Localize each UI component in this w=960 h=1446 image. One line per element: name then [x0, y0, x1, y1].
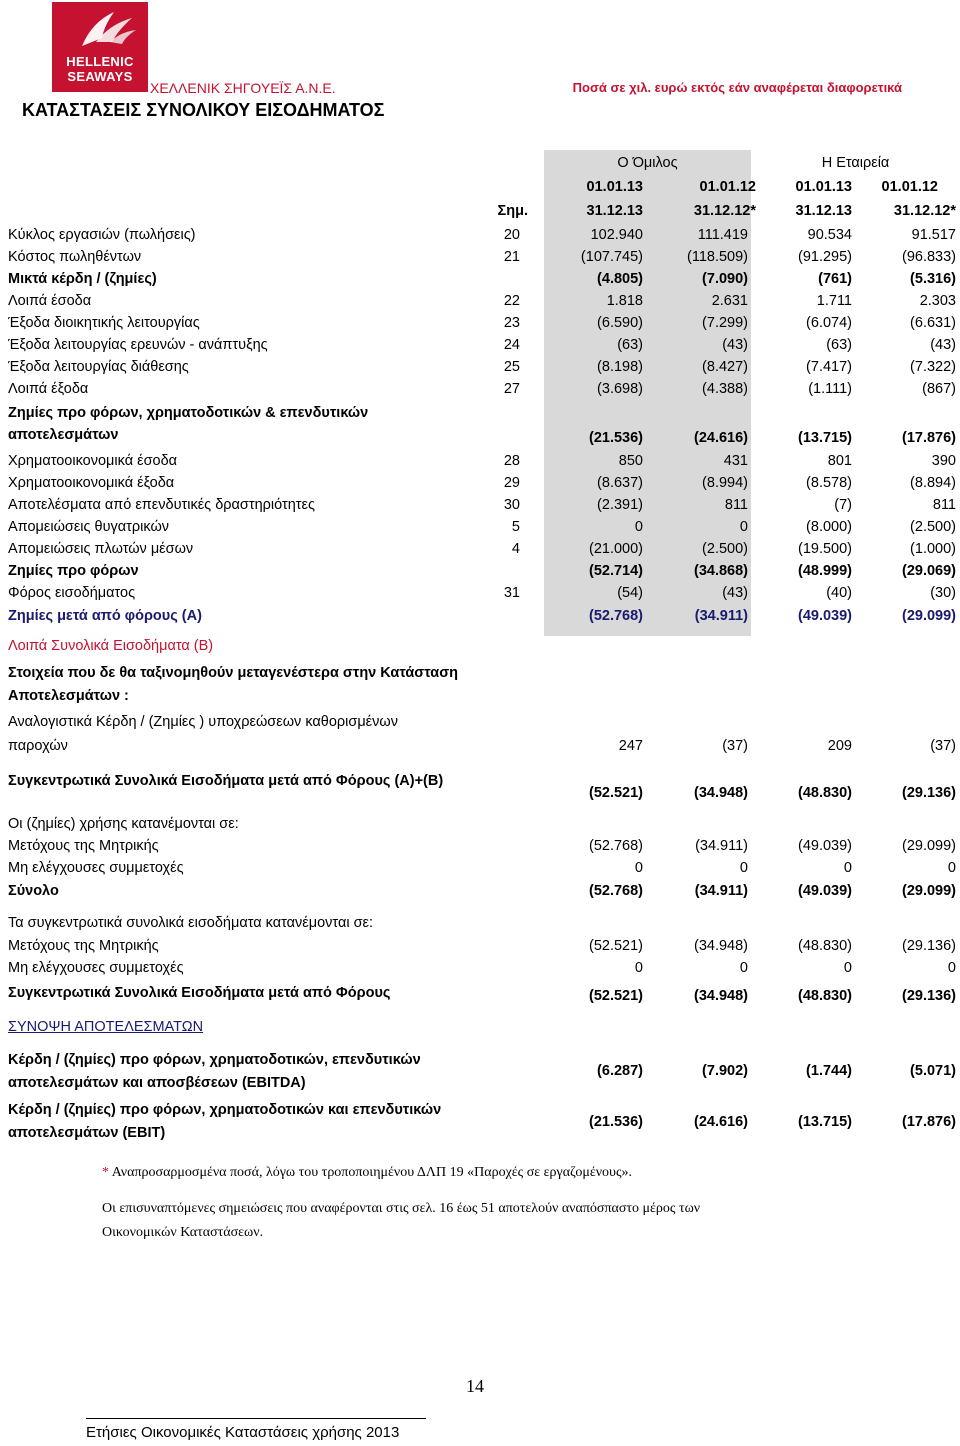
- row-value: (761): [818, 271, 852, 287]
- row-value: (34.911): [695, 838, 748, 854]
- company-name: ΧΕΛΛΕΝΙΚ ΣΗΓΟΥΕΪΣ Α.Ν.Ε.: [150, 80, 336, 96]
- row-note: 4: [511, 541, 520, 557]
- row-value: (29.136): [901, 785, 956, 801]
- row-value: (29.099): [901, 608, 956, 624]
- row-value: (48.830): [797, 938, 852, 954]
- row-value: (7.299): [702, 315, 748, 331]
- row-value: 0: [947, 860, 956, 876]
- row-value: (8.637): [597, 475, 643, 491]
- period-to-4: 31.12.12*: [893, 203, 956, 219]
- row-value: 801: [827, 453, 852, 469]
- page-title: ΚΑΤΑΣΤΑΣΕΙΣ ΣΥΝΟΛΙΚΟΥ ΕΙΣΟΔΗΜΑΤΟΣ: [22, 100, 385, 120]
- row-value: (2.500): [702, 541, 748, 557]
- row-label-line2: αποτελεσμάτων: [8, 427, 119, 443]
- row-value: (867): [922, 381, 956, 397]
- row-label: Συγκεντρωτικά Συνολικά Εισοδήματα μετά από Φόρους: [8, 985, 391, 1001]
- row-note: 30: [503, 497, 520, 513]
- row-value: 0: [634, 960, 643, 976]
- row-value: 0: [739, 860, 748, 876]
- row-label: Λοιπά έσοδα: [8, 293, 92, 309]
- row-value: 0: [634, 860, 643, 876]
- row-value: (52.768): [588, 838, 643, 854]
- summary-title: ΣΥΝΟΨΗ ΑΠΟΤΕΛΕΣΜΑΤΩΝ: [8, 1019, 204, 1035]
- row-value: (6.590): [597, 315, 643, 331]
- row-value: (34.868): [693, 563, 748, 579]
- row-value: (40): [826, 585, 852, 601]
- footer-divider: [86, 1418, 426, 1419]
- period-to-1: 31.12.13: [586, 203, 643, 219]
- row-label: Λοιπά έξοδα: [8, 381, 89, 397]
- row-value: (6.287): [597, 1063, 643, 1079]
- row-label: Απομειώσεις πλωτών μέσων: [8, 541, 194, 557]
- row-value: (29.099): [901, 883, 956, 899]
- row-label: Κόστος πωληθέντων: [8, 249, 142, 265]
- notes-footnote-line2: Οικονομικών Καταστάσεων.: [102, 1225, 264, 1240]
- row-note: 5: [511, 519, 520, 535]
- row-note: 29: [503, 475, 520, 491]
- row-value: (52.521): [588, 785, 643, 801]
- row-value: (34.911): [694, 608, 748, 624]
- row-value: (54): [617, 585, 643, 601]
- row-value: 811: [724, 497, 748, 513]
- row-value: (21.000): [588, 541, 643, 557]
- period-from-4: 01.01.12: [881, 179, 938, 195]
- row-value: (1.111): [808, 381, 852, 397]
- row-note: 28: [503, 453, 520, 469]
- row-label: Αποτελέσματα από επενδυτικές δραστηριότητες: [8, 497, 315, 513]
- notes-footnote-line1: Οι επισυναπτόμενες σημειώσεις που αναφέρονται στις σελ. 16 έως 51 αποτελούν αναπόσπαστο μέρος των: [102, 1201, 701, 1216]
- row-value: (30): [930, 585, 956, 601]
- company-header: Η Εταιρεία: [821, 155, 890, 171]
- group-header: Ο Όμιλος: [617, 155, 678, 171]
- row-value: (52.714): [588, 563, 643, 579]
- row-value: 390: [931, 453, 956, 469]
- row-note: 21: [503, 249, 520, 265]
- row-value: (34.948): [693, 785, 748, 801]
- row-value: (48.830): [797, 785, 852, 801]
- row-label: Μικτά κέρδη / (ζημίες): [8, 271, 157, 287]
- row-value: (4.388): [702, 381, 748, 397]
- row-value: (8.198): [597, 359, 643, 375]
- row-note: 25: [503, 359, 520, 375]
- row-value: (29.099): [901, 838, 956, 854]
- row-value: (17.876): [901, 430, 956, 446]
- row-label-line2: παροχών: [8, 738, 68, 754]
- row-value: 0: [843, 960, 852, 976]
- seagull-logo-icon: [52, 2, 148, 54]
- row-value: (21.536): [588, 430, 643, 446]
- row-label: Χρηματοοικονομικά έξοδα: [8, 475, 175, 491]
- note-column-header: Σημ.: [497, 203, 528, 219]
- row-value: 0: [739, 960, 748, 976]
- row-label-line2: αποτελεσμάτων και αποσβέσεων (EBITDA): [8, 1075, 306, 1091]
- row-value: (7.902): [702, 1063, 748, 1079]
- row-value: (52.521): [588, 938, 643, 954]
- row-label: Ζημίες μετά από φόρους (Α): [8, 608, 202, 624]
- row-value: (7): [834, 497, 852, 513]
- row-label: Χρηματοοικονομικά έσοδα: [8, 453, 178, 469]
- row-label: Αναλογιστικά Κέρδη / (Ζημίες ) υποχρεώσεων καθορισμένων: [8, 714, 398, 730]
- row-value: (96.833): [901, 249, 956, 265]
- row-label: Έξοδα διοικητικής λειτουργίας: [8, 315, 200, 331]
- row-value: (1.744): [806, 1063, 852, 1079]
- row-label: Ζημίες προ φόρων: [8, 563, 139, 579]
- oci-subtitle-line1: Στοιχεία που δε θα ταξινομηθούν μεταγενέστερα στην Κατάσταση: [8, 665, 458, 681]
- logo-line-1: HELLENIC: [66, 54, 134, 69]
- row-value: (3.698): [597, 381, 643, 397]
- row-label: Μετόχους της Μητρικής: [8, 838, 159, 854]
- row-value: (107.745): [580, 249, 643, 265]
- page-number: 14: [466, 1376, 484, 1396]
- row-value: (52.768): [588, 883, 643, 899]
- row-note: 24: [503, 337, 520, 353]
- row-label: Συγκεντρωτικά Συνολικά Εισοδήματα μετά από Φόρους (Α)+(Β): [8, 773, 444, 789]
- row-label: Κύκλος εργασιών (πωλήσεις): [8, 227, 196, 243]
- row-value: (4.805): [597, 271, 643, 287]
- row-value: (13.715): [797, 430, 852, 446]
- restated-text: Αναπροσαρμοσμένα ποσά, λόγω του τροποποιημένου ΔΛΠ 19 «Παροχές σε εργαζομένους».: [109, 1165, 633, 1180]
- row-value: (48.830): [797, 988, 852, 1004]
- row-value: (7.322): [910, 359, 956, 375]
- row-value: (49.039): [797, 838, 852, 854]
- row-label: Σύνολο: [8, 883, 59, 899]
- row-value: (63): [826, 337, 852, 353]
- row-label: Φόρος εισοδήματος: [8, 585, 136, 601]
- oci-title: Λοιπά Συνολικά Εισοδήματα (Β): [8, 638, 214, 654]
- row-value: (52.521): [588, 988, 643, 1004]
- footer-title: Ετήσιες Οικονομικές Καταστάσεις χρήσης 2013: [86, 1424, 400, 1441]
- row-value: (7.417): [806, 359, 852, 375]
- row-value: (29.069): [901, 563, 956, 579]
- row-value: (34.911): [694, 883, 748, 899]
- row-value: 102.940: [590, 227, 643, 243]
- row-value: (2.391): [597, 497, 643, 513]
- row-value: (52.768): [588, 608, 643, 624]
- row-note: 31: [503, 585, 520, 601]
- row-value: (49.039): [797, 883, 852, 899]
- row-value: (8.894): [910, 475, 956, 491]
- row-value: 0: [843, 860, 852, 876]
- row-value: 0: [634, 519, 643, 535]
- row-label: Κέρδη / (ζημίες) προ φόρων, χρηματοδοτικών, επενδυτικών: [8, 1052, 421, 1068]
- row-value: (8.578): [806, 475, 852, 491]
- row-value: (21.536): [588, 1114, 643, 1130]
- row-value: (91.295): [797, 249, 852, 265]
- row-value: (13.715): [797, 1114, 852, 1130]
- row-label: Έξοδα λειτουργίας ερευνών - ανάπτυξης: [8, 337, 268, 353]
- row-label: Κέρδη / (ζημίες) προ φόρων, χρηματοδοτικών και επενδυτικών: [8, 1102, 442, 1118]
- row-value: (5.071): [910, 1063, 956, 1079]
- allocation-total-title: Τα συγκεντρωτικά συνολικά εισοδήματα κατανέμονται σε:: [8, 915, 374, 931]
- row-value: 2.631: [711, 293, 748, 309]
- row-label: Μετόχους της Μητρικής: [8, 938, 159, 954]
- row-value: (43): [930, 337, 956, 353]
- row-value: (8.427): [702, 359, 748, 375]
- row-value: (49.039): [797, 608, 852, 624]
- row-value: 247: [618, 738, 643, 754]
- amounts-note: Ποσά σε χιλ. ευρώ εκτός εάν αναφέρεται διαφορετικά: [572, 80, 902, 95]
- row-label: Ζημίες προ φόρων, χρηματοδοτικών & επενδυτικών: [8, 405, 369, 421]
- row-label: Έξοδα λειτουργίας διάθεσης: [8, 359, 189, 375]
- row-label: Απομειώσεις θυγατρικών: [8, 519, 170, 535]
- row-value: 1.711: [816, 293, 852, 309]
- row-value: 0: [739, 519, 748, 535]
- row-value: (24.616): [693, 430, 748, 446]
- period-to-3: 31.12.13: [795, 203, 852, 219]
- row-label-line2: αποτελεσμάτων (EBIT): [8, 1125, 166, 1141]
- row-label: Μη ελέγχουσες συμμετοχές: [8, 960, 184, 976]
- row-value: (6.631): [910, 315, 956, 331]
- row-value: 811: [932, 497, 956, 513]
- row-note: 22: [503, 293, 520, 309]
- row-value: 90.534: [807, 227, 852, 243]
- row-value: (118.509): [687, 249, 748, 265]
- row-value: (7.090): [702, 271, 748, 287]
- allocation-losses-title: Οι (ζημίες) χρήσης κατανέμονται σε:: [8, 816, 239, 832]
- row-value: (48.999): [797, 563, 852, 579]
- row-value: (34.948): [693, 988, 748, 1004]
- row-value: (63): [617, 337, 643, 353]
- restated-footnote: [102, 1162, 632, 1184]
- row-note: 23: [503, 315, 520, 331]
- row-value: 850: [618, 453, 643, 469]
- period-from-1: 01.01.13: [586, 179, 643, 195]
- row-value: (5.316): [910, 271, 956, 287]
- row-value: 2.303: [919, 293, 956, 309]
- row-value: 0: [947, 960, 956, 976]
- row-value: (1.000): [910, 541, 956, 557]
- row-value: 111.419: [697, 227, 748, 243]
- period-to-2: 31.12.12*: [693, 203, 756, 219]
- row-value: 209: [827, 738, 852, 754]
- row-value: (2.500): [910, 519, 956, 535]
- row-value: (6.074): [806, 315, 852, 331]
- row-value: (34.948): [693, 938, 748, 954]
- row-value: (19.500): [797, 541, 852, 557]
- row-value: (37): [930, 738, 956, 754]
- row-value: (43): [722, 585, 748, 601]
- row-value: (37): [722, 738, 748, 754]
- row-value: 91.517: [911, 227, 956, 243]
- row-label: Μη ελέγχουσες συμμετοχές: [8, 860, 184, 876]
- logo-line-2: SEAWAYS: [67, 69, 133, 84]
- row-value: 1.818: [606, 293, 643, 309]
- row-value: (29.136): [901, 938, 956, 954]
- row-value: (8.000): [806, 519, 852, 535]
- restated-star: *: [102, 1165, 109, 1180]
- row-value: 431: [723, 453, 748, 469]
- row-note: 27: [503, 381, 520, 397]
- period-from-2: 01.01.12: [699, 179, 756, 195]
- row-value: (17.876): [901, 1114, 956, 1130]
- row-value: (29.136): [901, 988, 956, 1004]
- oci-subtitle-line2: Αποτελεσμάτων :: [8, 688, 129, 704]
- row-value: (43): [722, 337, 748, 353]
- period-from-3: 01.01.13: [795, 179, 852, 195]
- row-value: (8.994): [702, 475, 748, 491]
- row-value: (24.616): [693, 1114, 748, 1130]
- hellenic-seaways-logo: [52, 2, 148, 92]
- row-note: 20: [503, 227, 520, 243]
